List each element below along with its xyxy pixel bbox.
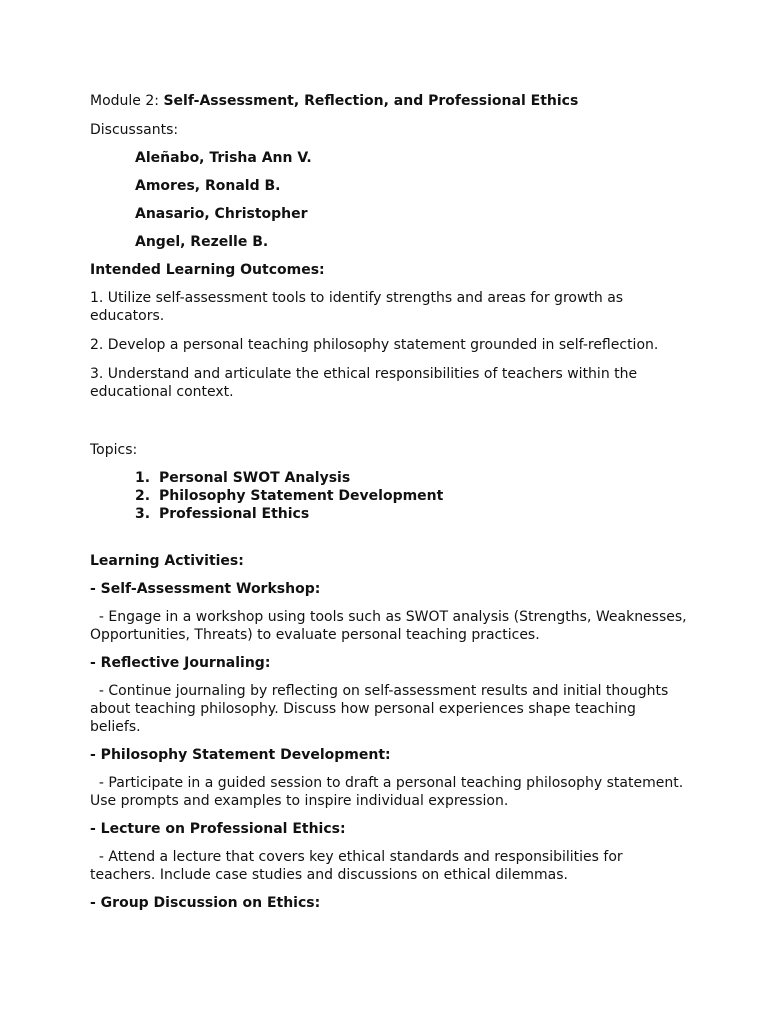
outcomes-heading: Intended Learning Outcomes: [90, 262, 325, 278]
topic-number: 2. [135, 488, 151, 504]
activity-description: - Continue journaling by reflecting on self-assessment results and initial thoughts about teaching philosophy. Discuss how personal experiences shape teaching beliefs. [90, 683, 673, 735]
module-title: Self-Assessment, Reflection, and Professional Ethics [163, 93, 579, 109]
activity-title: - Lecture on Professional Ethics: [90, 821, 346, 837]
activity-title: - Philosophy Statement Development: [90, 747, 391, 763]
discussant-name: Amores, Ronald B. [135, 178, 281, 194]
activities-heading: Learning Activities: [90, 553, 244, 569]
activity-title: - Self-Assessment Workshop: [90, 581, 321, 597]
topic-item [135, 505, 690, 523]
topic-text: Philosophy Statement Development [159, 488, 444, 504]
topic-item [135, 469, 690, 487]
discussants-list [90, 149, 690, 251]
outcome-item: 1. Utilize self-assessment tools to identify strengths and areas for growth as educators. [90, 290, 624, 324]
activity-description: - Attend a lecture that covers key ethical standards and responsibilities for teachers. Include case studies and discussions on ethical dilemmas. [90, 849, 628, 883]
topic-item [135, 487, 690, 505]
topic-number: 3. [135, 506, 151, 522]
discussant-name: Anasario, Christopher [135, 206, 308, 222]
activity-description: - Engage in a workshop using tools such as SWOT analysis (Strengths, Weaknesses, Opportunities, Threats) to evaluate personal teaching practices. [90, 609, 692, 643]
topic-number: 1. [135, 470, 151, 486]
topics-label: Topics: [90, 442, 138, 458]
discussant-name: Aleñabo, Trisha Ann V. [135, 150, 312, 166]
discussants-label: Discussants: [90, 122, 179, 138]
outcome-item: 2. Develop a personal teaching philosophy statement grounded in self-reflection. [90, 337, 659, 353]
topic-text: Personal SWOT Analysis [159, 470, 351, 486]
topics-list [90, 469, 690, 523]
module-prefix: Module 2: [90, 93, 164, 109]
topic-text: Professional Ethics [159, 506, 310, 522]
module-title-line [90, 92, 690, 110]
outcome-item: 3. Understand and articulate the ethical responsibilities of teachers within the educational context. [90, 366, 638, 400]
activity-title: - Group Discussion on Ethics: [90, 895, 321, 911]
activity-title: - Reflective Journaling: [90, 655, 271, 671]
document-page [90, 92, 690, 922]
activity-description: - Participate in a guided session to draft a personal teaching philosophy statement. Use prompts and examples to inspire individual expression. [90, 775, 688, 809]
discussant-name: Angel, Rezelle B. [135, 234, 269, 250]
